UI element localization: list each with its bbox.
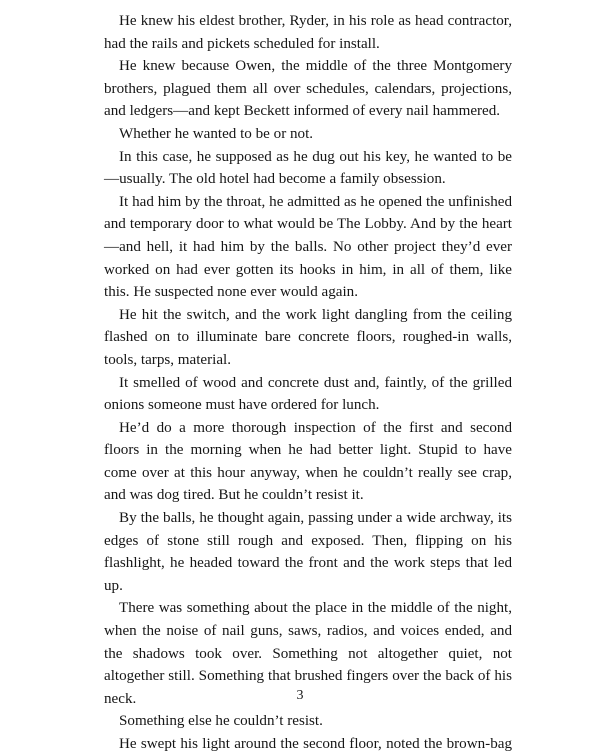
paragraph: He knew because Owen, the middle of the three Montgomery brothers, plagued them all over schedules, calendars, projections, and ledgers—and kept Beckett informed of every nail hammered. — [104, 58, 512, 120]
paragraph: It smelled of wood and concrete dust and, faintly, of the grilled onions someone must have ordered for lunch. — [104, 374, 512, 414]
paragraph: It had him by the throat, he admitted as he opened the unfinished and temporary door to what would be The Lobby. And by the heart—and hell, it had him by the balls. No other project they’d ever worked on had ever gotten its hooks in him, in all of them, like this. He suspected none ever would again. — [104, 193, 512, 301]
paragraph: By the balls, he thought again, passing under a wide archway, its edges of stone still rough and exposed. Then, flipping on his flashlight, he headed toward the front and the work steps that led up. — [104, 510, 512, 594]
body-text — [104, 10, 512, 756]
paragraph: He knew his eldest brother, Ryder, in his role as head contractor, had the rails and pickets scheduled for install. — [104, 13, 512, 52]
paragraph: Something else he couldn’t resist. — [119, 713, 323, 730]
paragraph: There was something about the place in the middle of the night, when the noise of nail guns, saws, radios, and voices ended, and the shadows took over. Something not altogether quiet, not altogether still. Something that brushed fingers over the back of his neck. — [104, 600, 512, 707]
paragraph: In this case, he supposed as he dug out his key, he wanted to be—usually. The old hotel had become a family obsession. — [104, 148, 512, 188]
page-number: 3 — [296, 688, 304, 703]
paragraph: He’d do a more thorough inspection of the first and second floors in the morning when he had better light. Stupid to have come over at this hour anyway, when he couldn’t really see crap, and was dog tired. But he couldn’t resist it. — [104, 419, 512, 504]
paragraph: He swept his light around the second floor, noted the brown-bag — [119, 736, 512, 752]
paragraph: He hit the switch, and the work light dangling from the ceiling flashed on to illuminate bare concrete floors, roughed-in walls, tools, tarps, material. — [104, 306, 512, 368]
paragraph: Whether he wanted to be or not. — [119, 125, 314, 142]
